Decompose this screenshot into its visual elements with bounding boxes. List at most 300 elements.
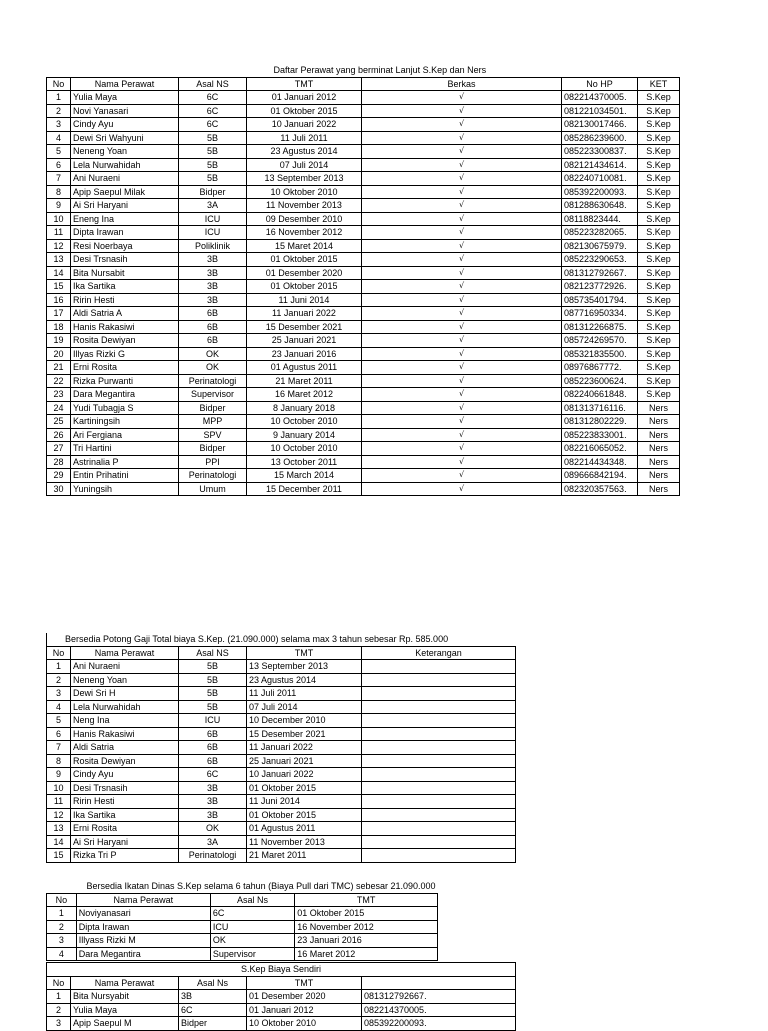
table-cell: 18 [47, 320, 71, 334]
table-cell: Perinatologi [179, 469, 247, 483]
table-cell: 20 [47, 347, 71, 361]
table-cell: √ [362, 442, 562, 456]
table-cell: SPV [179, 428, 247, 442]
table-cell: 6B [179, 307, 247, 321]
table-cell: √ [362, 307, 562, 321]
table-cell: S.Kep [638, 388, 680, 402]
table-cell: 9 January 2014 [247, 428, 362, 442]
table-cell: √ [362, 401, 562, 415]
table-cell: OK [179, 361, 247, 375]
table-cell: Ai Sri Haryani [71, 835, 179, 849]
table-cell: 14 [47, 266, 71, 280]
table-cell: 8 [47, 185, 71, 199]
table-cell: Desi Trsnasih [71, 781, 179, 795]
table-cell: 6 [47, 158, 71, 172]
table-cell: 11 Januari 2022 [247, 307, 362, 321]
table-cell: 3B [179, 795, 247, 809]
table-cell: 01 Desember 2020 [247, 990, 362, 1004]
table-cell: 01 Oktober 2015 [247, 280, 362, 294]
table-cell: 11 Januari 2022 [247, 741, 362, 755]
table-cell: √ [362, 158, 562, 172]
table-row [47, 768, 516, 782]
table-cell: S.Kep [638, 374, 680, 388]
column-header: Asal Ns [179, 976, 247, 990]
table-cell: Dara Megantira [71, 388, 179, 402]
table-cell: 082214370005. [362, 1003, 516, 1017]
table-cell: OK [179, 822, 247, 836]
table-row [47, 361, 680, 375]
table-cell: Ners [638, 482, 680, 496]
table-cell: Rosita Dewiyan [71, 334, 179, 348]
table-cell: 30 [47, 482, 71, 496]
column-header: Asal NS [179, 646, 247, 660]
table-row [47, 347, 680, 361]
table-cell: 2 [47, 104, 71, 118]
table-cell: S.Kep [638, 104, 680, 118]
table-cell: 6 [47, 727, 71, 741]
table-cell: √ [362, 131, 562, 145]
table-cell: S.Kep [638, 212, 680, 226]
table-row [47, 469, 680, 483]
table-cell: S.Kep [638, 334, 680, 348]
table-cell: 10 October 2010 [247, 415, 362, 429]
table-cell: Neng Ina [71, 714, 179, 728]
table-cell [362, 849, 516, 863]
table-cell: 082216065052. [562, 442, 638, 456]
table-cell: S.Kep [638, 239, 680, 253]
table-header-row [47, 646, 516, 660]
table-cell: ICU [179, 714, 247, 728]
table-cell: 085286239600. [562, 131, 638, 145]
table-cell: 08118823444. [562, 212, 638, 226]
table-cell: 25 Januari 2021 [247, 754, 362, 768]
table-cell: Entin Prihatini [71, 469, 179, 483]
table-row [47, 1017, 516, 1031]
table-cell: 11 November 2013 [247, 199, 362, 213]
table-cell: 6C [179, 768, 247, 782]
table-row [47, 91, 680, 105]
table-cell: 082240710081. [562, 172, 638, 186]
table-cell: Yudi Tubagja S [71, 401, 179, 415]
column-header: No [47, 77, 71, 91]
table-cell [362, 673, 516, 687]
table-cell: 14 [47, 835, 71, 849]
table-cell: 1 [47, 907, 77, 921]
table-cell: Ners [638, 469, 680, 483]
table-cell: S.Kep [638, 293, 680, 307]
table-cell: 01 Agustus 2011 [247, 822, 362, 836]
table-cell: Yulia Maya [71, 91, 179, 105]
table-cell: 5 [47, 714, 71, 728]
table-cell: 085724269570. [562, 334, 638, 348]
table-row [47, 199, 680, 213]
table-cell: 5B [179, 172, 247, 186]
table-cell: 13 October 2011 [247, 455, 362, 469]
table-cell: 3A [179, 199, 247, 213]
table-row [47, 212, 680, 226]
salary-deduction-table [46, 633, 516, 863]
table-cell: Bidper [179, 401, 247, 415]
table-cell: 085735401794. [562, 293, 638, 307]
table-cell [362, 754, 516, 768]
column-header: KET [638, 77, 680, 91]
column-header: Keterangan [362, 646, 516, 660]
table-cell: Rizka Tri P [71, 849, 179, 863]
table-cell: Poliklinik [179, 239, 247, 253]
table2-title: Bersedia Potong Gaji Total biaya S.Kep. (21.090.000) selama max 3 tahun sebesar Rp. 585.000 [47, 633, 516, 646]
table-cell: Ani Nuraeni [71, 172, 179, 186]
table-cell: Perinatologi [179, 849, 247, 863]
column-header: TMT [247, 77, 362, 91]
table-cell: 01 Oktober 2015 [247, 808, 362, 822]
table-cell: 5B [179, 687, 247, 701]
table-cell: S.Kep [638, 145, 680, 159]
table-cell: 081312792667. [362, 990, 516, 1004]
table-cell: √ [362, 118, 562, 132]
table-cell: Apip Saepul M [71, 1017, 179, 1031]
table-cell: √ [362, 185, 562, 199]
table-cell: 11 [47, 795, 71, 809]
table-cell: √ [362, 239, 562, 253]
table-cell: S.Kep [638, 199, 680, 213]
table-cell: S.Kep [638, 280, 680, 294]
table-cell: 10 [47, 212, 71, 226]
table-cell: Ners [638, 415, 680, 429]
table-cell: 11 Juni 2014 [247, 795, 362, 809]
table-cell: 081288630648. [562, 199, 638, 213]
table-row [47, 808, 516, 822]
table-row [47, 334, 680, 348]
table-cell: √ [362, 199, 562, 213]
table-cell: 16 [47, 293, 71, 307]
table-cell: 2 [47, 673, 71, 687]
table-cell: S.Kep [638, 226, 680, 240]
table3-title: Bersedia Ikatan Dinas S.Kep selama 6 tahun (Biaya Pull dari TMC) sebesar 21.090.000 [86, 881, 436, 892]
table-cell: 6B [179, 334, 247, 348]
table-cell: 6B [179, 741, 247, 755]
table-cell: 19 [47, 334, 71, 348]
table-cell: 01 Januari 2012 [247, 91, 362, 105]
table-cell: 082240661848. [562, 388, 638, 402]
table-cell: Apip Saepul Milak [71, 185, 179, 199]
table-cell: Ari Fergiana [71, 428, 179, 442]
table-cell: √ [362, 280, 562, 294]
table-cell: 4 [47, 947, 77, 961]
table-title-row [47, 633, 516, 646]
table-cell: 3B [179, 266, 247, 280]
table-cell: √ [362, 104, 562, 118]
table-cell: Resi Noerbaya [71, 239, 179, 253]
table-cell: Neneng Yoan [71, 145, 179, 159]
table-cell: 29 [47, 469, 71, 483]
table-cell: 13 September 2013 [247, 172, 362, 186]
table-cell: Umum [179, 482, 247, 496]
table-cell: S.Kep [638, 253, 680, 267]
table-cell: 6C [179, 1003, 247, 1017]
table-cell: 11 November 2013 [247, 835, 362, 849]
table-cell: Dipta Irawan [71, 226, 179, 240]
table-cell: S.Kep [638, 266, 680, 280]
table-cell: 13 [47, 253, 71, 267]
table-row [47, 172, 680, 186]
table-cell: Ani Nuraeni [71, 660, 179, 674]
table-cell: √ [362, 226, 562, 240]
table-cell: 085392200093. [562, 185, 638, 199]
table-cell: 01 Oktober 2015 [295, 907, 438, 921]
table-row [47, 660, 516, 674]
table-cell: Ika Sartika [71, 808, 179, 822]
table-cell: Dipta Irawan [76, 920, 210, 934]
table-cell: 10 December 2010 [247, 714, 362, 728]
column-header: Nama Perawat [76, 893, 210, 907]
table-row [47, 442, 680, 456]
column-header: No [47, 646, 71, 660]
table-row [47, 934, 438, 948]
table-row [47, 266, 680, 280]
table-cell: 12 [47, 239, 71, 253]
table-cell: Lela Nurwahidah [71, 158, 179, 172]
column-header: No [47, 893, 77, 907]
table-cell: 6C [179, 91, 247, 105]
column-header: No HP [562, 77, 638, 91]
table-cell: 24 [47, 401, 71, 415]
table-cell: 09 Desember 2010 [247, 212, 362, 226]
table-cell: Illyas Rizki G [71, 347, 179, 361]
table-cell: Ika Sartika [71, 280, 179, 294]
table-row [47, 754, 516, 768]
table-cell: Hanis Rakasiwi [71, 320, 179, 334]
table-row [47, 145, 680, 159]
table-cell: 10 Oktober 2010 [247, 1017, 362, 1031]
table-cell: 081312792667. [562, 266, 638, 280]
table-cell: S.Kep [638, 172, 680, 186]
table-cell: √ [362, 212, 562, 226]
table-cell: 3 [47, 118, 71, 132]
table-cell: 13 September 2013 [247, 660, 362, 674]
table-header-row [47, 893, 438, 907]
table-cell: 3 [47, 1017, 71, 1031]
table-cell: 9 [47, 768, 71, 782]
table-cell: Supervisor [210, 947, 294, 961]
table-cell: S.Kep [638, 131, 680, 145]
table-cell: MPP [179, 415, 247, 429]
table-cell: OK [179, 347, 247, 361]
table-cell: 27 [47, 442, 71, 456]
table-cell: 22 [47, 374, 71, 388]
table-cell: 6C [179, 118, 247, 132]
table-row [47, 388, 680, 402]
table1-title: Daftar Perawat yang berminat Lanjut S.Kep dan Ners [273, 65, 487, 76]
table-cell: 2 [47, 920, 77, 934]
table-cell: Ners [638, 428, 680, 442]
table-cell: 11 [47, 226, 71, 240]
column-header: Asal Ns [210, 893, 294, 907]
table-cell: 11 Juli 2011 [247, 687, 362, 701]
table-cell: Bidper [179, 442, 247, 456]
column-header: TMT [247, 646, 362, 660]
table-cell: √ [362, 455, 562, 469]
table-cell: 17 [47, 307, 71, 321]
table-cell: 3B [179, 253, 247, 267]
table-cell: 10 [47, 781, 71, 795]
table-cell: 6C [210, 907, 294, 921]
table-cell: ICU [210, 920, 294, 934]
table-cell: √ [362, 469, 562, 483]
table-cell: Supervisor [179, 388, 247, 402]
table-cell: 11 Juli 2011 [247, 131, 362, 145]
table-row [47, 185, 680, 199]
table-title-row [47, 963, 516, 977]
column-header: Nama Perawat [71, 976, 179, 990]
table-cell: 10 Januari 2022 [247, 118, 362, 132]
table-cell: Ners [638, 455, 680, 469]
table-cell: Erni Rosita [71, 361, 179, 375]
table-row [47, 700, 516, 714]
table-row [47, 455, 680, 469]
table-cell: ICU [179, 212, 247, 226]
table4-title: S.Kep Biaya Sendiri [47, 963, 516, 977]
table-cell: 7 [47, 741, 71, 755]
table-cell: 089666842194. [562, 469, 638, 483]
table-cell: 4 [47, 131, 71, 145]
table-cell: Rosita Dewiyan [71, 754, 179, 768]
table-cell: 08976867772. [562, 361, 638, 375]
table-cell: 3 [47, 687, 71, 701]
table-row [47, 907, 438, 921]
table-row [47, 781, 516, 795]
table-row [47, 920, 438, 934]
table-cell: ICU [179, 226, 247, 240]
table-cell: 8 [47, 754, 71, 768]
table-cell: Hanis Rakasiwi [71, 727, 179, 741]
table-cell: 6B [179, 727, 247, 741]
table-cell: Kartiningsih [71, 415, 179, 429]
table-cell: 3A [179, 835, 247, 849]
table-cell: S.Kep [638, 361, 680, 375]
table-cell: 12 [47, 808, 71, 822]
column-header: No [47, 976, 71, 990]
table-cell: 7 [47, 172, 71, 186]
table-cell: √ [362, 374, 562, 388]
table-row [47, 990, 516, 1004]
table-cell: Neneng Yoan [71, 673, 179, 687]
table-cell: 1 [47, 660, 71, 674]
table-cell: 01 Oktober 2015 [247, 781, 362, 795]
table-cell [362, 700, 516, 714]
table-cell: 23 Agustus 2014 [247, 145, 362, 159]
table-cell: S.Kep [638, 347, 680, 361]
table-header-row [47, 77, 680, 91]
table-row [47, 307, 680, 321]
table-cell: √ [362, 266, 562, 280]
table-cell: 21 Maret 2011 [247, 849, 362, 863]
table-cell: 4 [47, 700, 71, 714]
table-cell: 6B [179, 754, 247, 768]
table-cell: 5 [47, 145, 71, 159]
table-cell: Yuningsih [71, 482, 179, 496]
table-cell: S.Kep [638, 91, 680, 105]
nurse-interest-table [46, 64, 680, 496]
column-header [362, 976, 516, 990]
table-row [47, 1003, 516, 1017]
table-cell: 6B [179, 320, 247, 334]
table-cell: 085321835500. [562, 347, 638, 361]
table-cell: Tri Hartini [71, 442, 179, 456]
table-cell: 21 [47, 361, 71, 375]
table-cell [362, 727, 516, 741]
table-cell: 085223300837. [562, 145, 638, 159]
table-cell: √ [362, 388, 562, 402]
table-cell: Dara Megantira [76, 947, 210, 961]
table-row [47, 795, 516, 809]
table-row [47, 253, 680, 267]
table-cell: 23 Januari 2016 [295, 934, 438, 948]
table-row [47, 947, 438, 961]
column-header: TMT [295, 893, 438, 907]
table-cell: Lela Nurwahidah [71, 700, 179, 714]
table-row [47, 401, 680, 415]
table-cell: 3B [179, 990, 247, 1004]
table-cell: 082121434614. [562, 158, 638, 172]
table-row [47, 239, 680, 253]
table-cell: 3B [179, 293, 247, 307]
table-cell: 085223600624. [562, 374, 638, 388]
table-cell: Illyass Rizki M [76, 934, 210, 948]
table-cell: 5B [179, 131, 247, 145]
table-cell: 01 Desember 2020 [247, 266, 362, 280]
table-row [47, 226, 680, 240]
table-cell: Ririn Hesti [71, 795, 179, 809]
column-header: Berkas [362, 77, 562, 91]
table-cell: 5B [179, 158, 247, 172]
column-header: Nama Perawat [71, 77, 179, 91]
table-row [47, 374, 680, 388]
table-cell: 15 Desember 2021 [247, 727, 362, 741]
table-cell: 25 Januari 2021 [247, 334, 362, 348]
table-cell: S.Kep [638, 118, 680, 132]
table-cell: 081312802229. [562, 415, 638, 429]
table-row [47, 320, 680, 334]
table-row [47, 741, 516, 755]
table-cell: √ [362, 253, 562, 267]
table-cell: Cindy Ayu [71, 768, 179, 782]
table-cell: 15 [47, 280, 71, 294]
table-cell: 085223833001. [562, 428, 638, 442]
table-cell: 3 [47, 934, 77, 948]
table-cell: 10 Oktober 2010 [247, 185, 362, 199]
table-cell: Yulia Maya [71, 1003, 179, 1017]
table-cell [362, 795, 516, 809]
table-cell: 23 [47, 388, 71, 402]
table-cell: 081312266875. [562, 320, 638, 334]
table-cell: Aldi Satria A [71, 307, 179, 321]
table-cell: √ [362, 293, 562, 307]
table-cell [362, 714, 516, 728]
table-cell: √ [362, 145, 562, 159]
table-cell: 16 November 2012 [295, 920, 438, 934]
table-row [47, 822, 516, 836]
self-funded-table [46, 962, 516, 1031]
table-cell: S.Kep [638, 320, 680, 334]
table-cell: 07 Juli 2014 [247, 700, 362, 714]
table-cell: 082214434348. [562, 455, 638, 469]
table-row [47, 687, 516, 701]
table-cell: √ [362, 428, 562, 442]
table-cell: 11 Juni 2014 [247, 293, 362, 307]
table-cell [362, 741, 516, 755]
table-cell: Ners [638, 442, 680, 456]
table-cell: Bita Nursyabit [71, 990, 179, 1004]
